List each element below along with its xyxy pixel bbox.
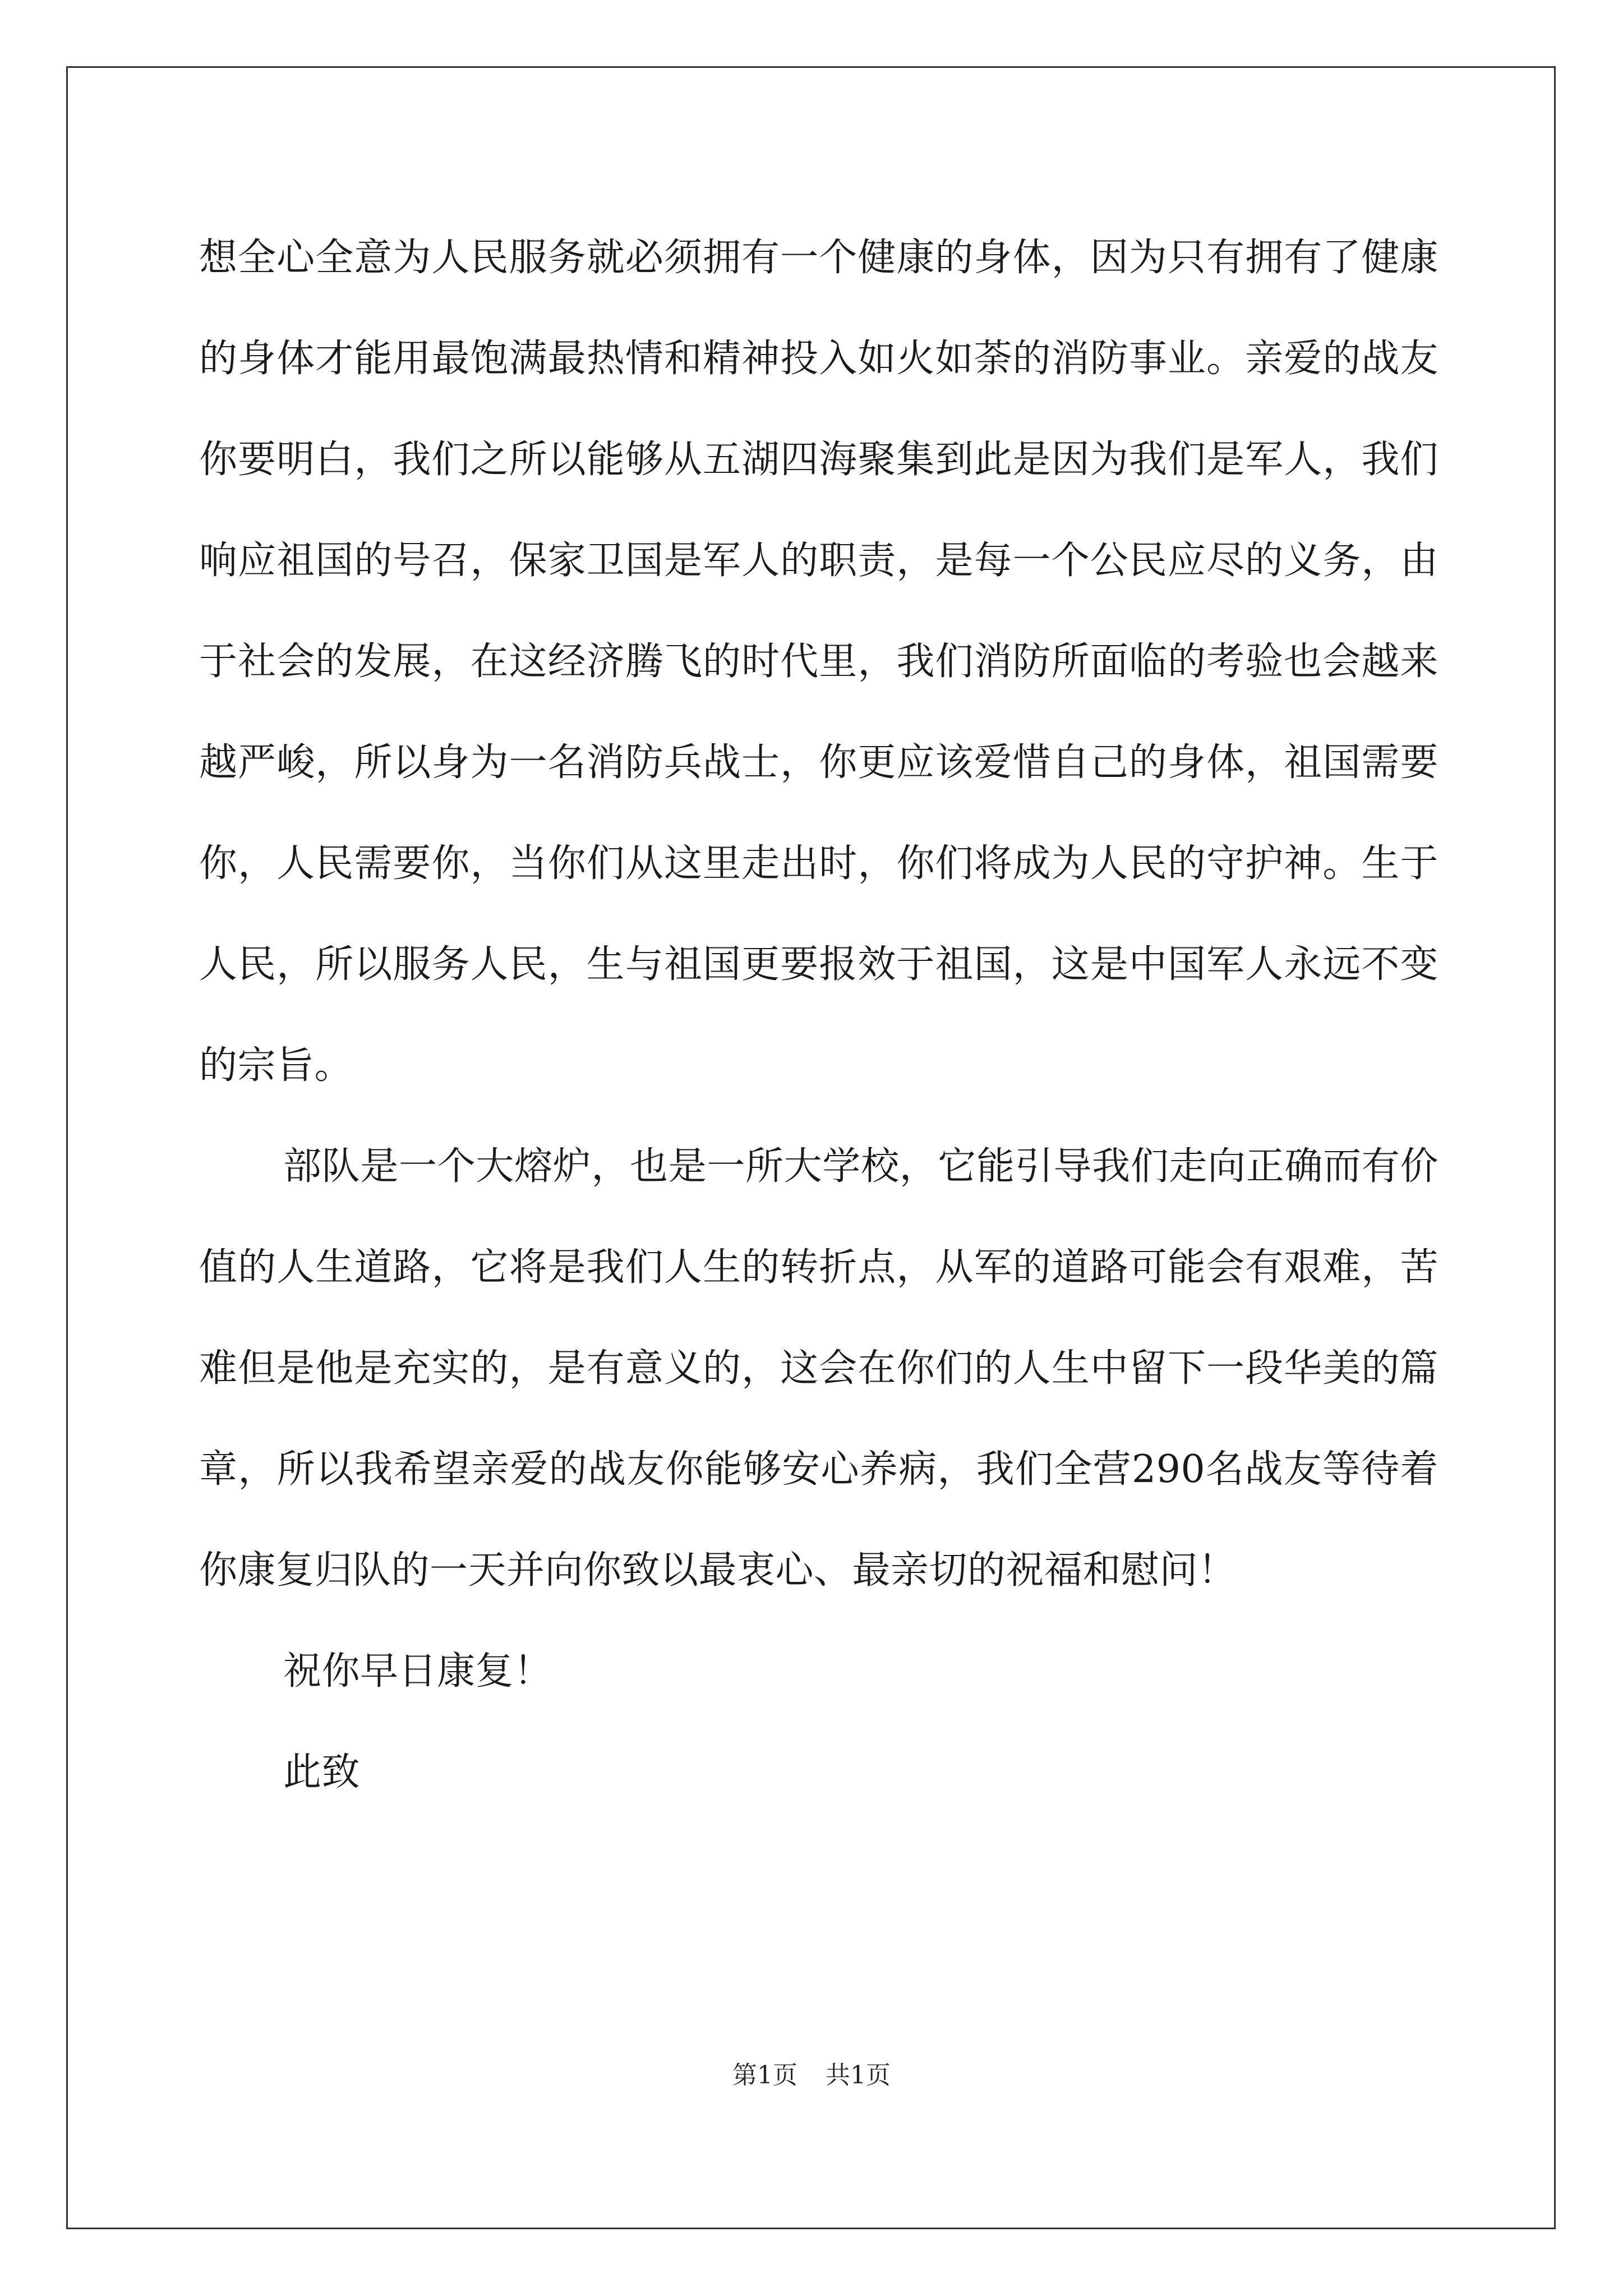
paragraph-1: 想全心全意为人民服务就必须拥有一个健康的身体，因为只有拥有了健康的身体才能用最饱满最热情和精神投入如火如荼的消防事业。亲爱的战友你要明白，我们之所以能够从五湖四海聚集到此是因为我们是军人，我们响应祖国的号召，保家卫国是军人的职责，是每一个公民应尽的义务，由于社会的发展，在这经济腾飞的时代里，我们消防所面临的考验也会越来越严峻，所以身为一名消防兵战士，你更应该爱惜自己的身体，祖国需要你，人民需要你，当你们从这里走出时，你们将成为人民的守护神。生于人民，所以服务人民，生与祖国更要报效于祖国，这是中国军人永远不变的宗旨。 — [199, 236, 1438, 1088]
document-body — [199, 208, 1438, 1823]
page-number: 第1页 — [732, 2061, 797, 2090]
page-total: 共1页 — [826, 2061, 891, 2090]
paragraph-closing-wish: 祝你早日康复！ — [283, 1649, 552, 1694]
paragraph-2: 部队是一个大熔炉，也是一所大学校，它能引导我们走向正确而有价值的人生道路，它将是我们人生的转折点，从军的道路可能会有艰难，苦难但是他是充实的，是有意义的，这会在你们的人生中留下一段华美的篇章，所以我希望亲爱的战友你能够安心养病，我们全营290名战友等待着你康复归队的一天并向你致以最衷心、最亲切的祝福和慰问！ — [199, 1144, 1438, 1593]
paragraph-salutation: 此致 — [283, 1750, 361, 1795]
page-footer — [0, 2059, 1623, 2092]
